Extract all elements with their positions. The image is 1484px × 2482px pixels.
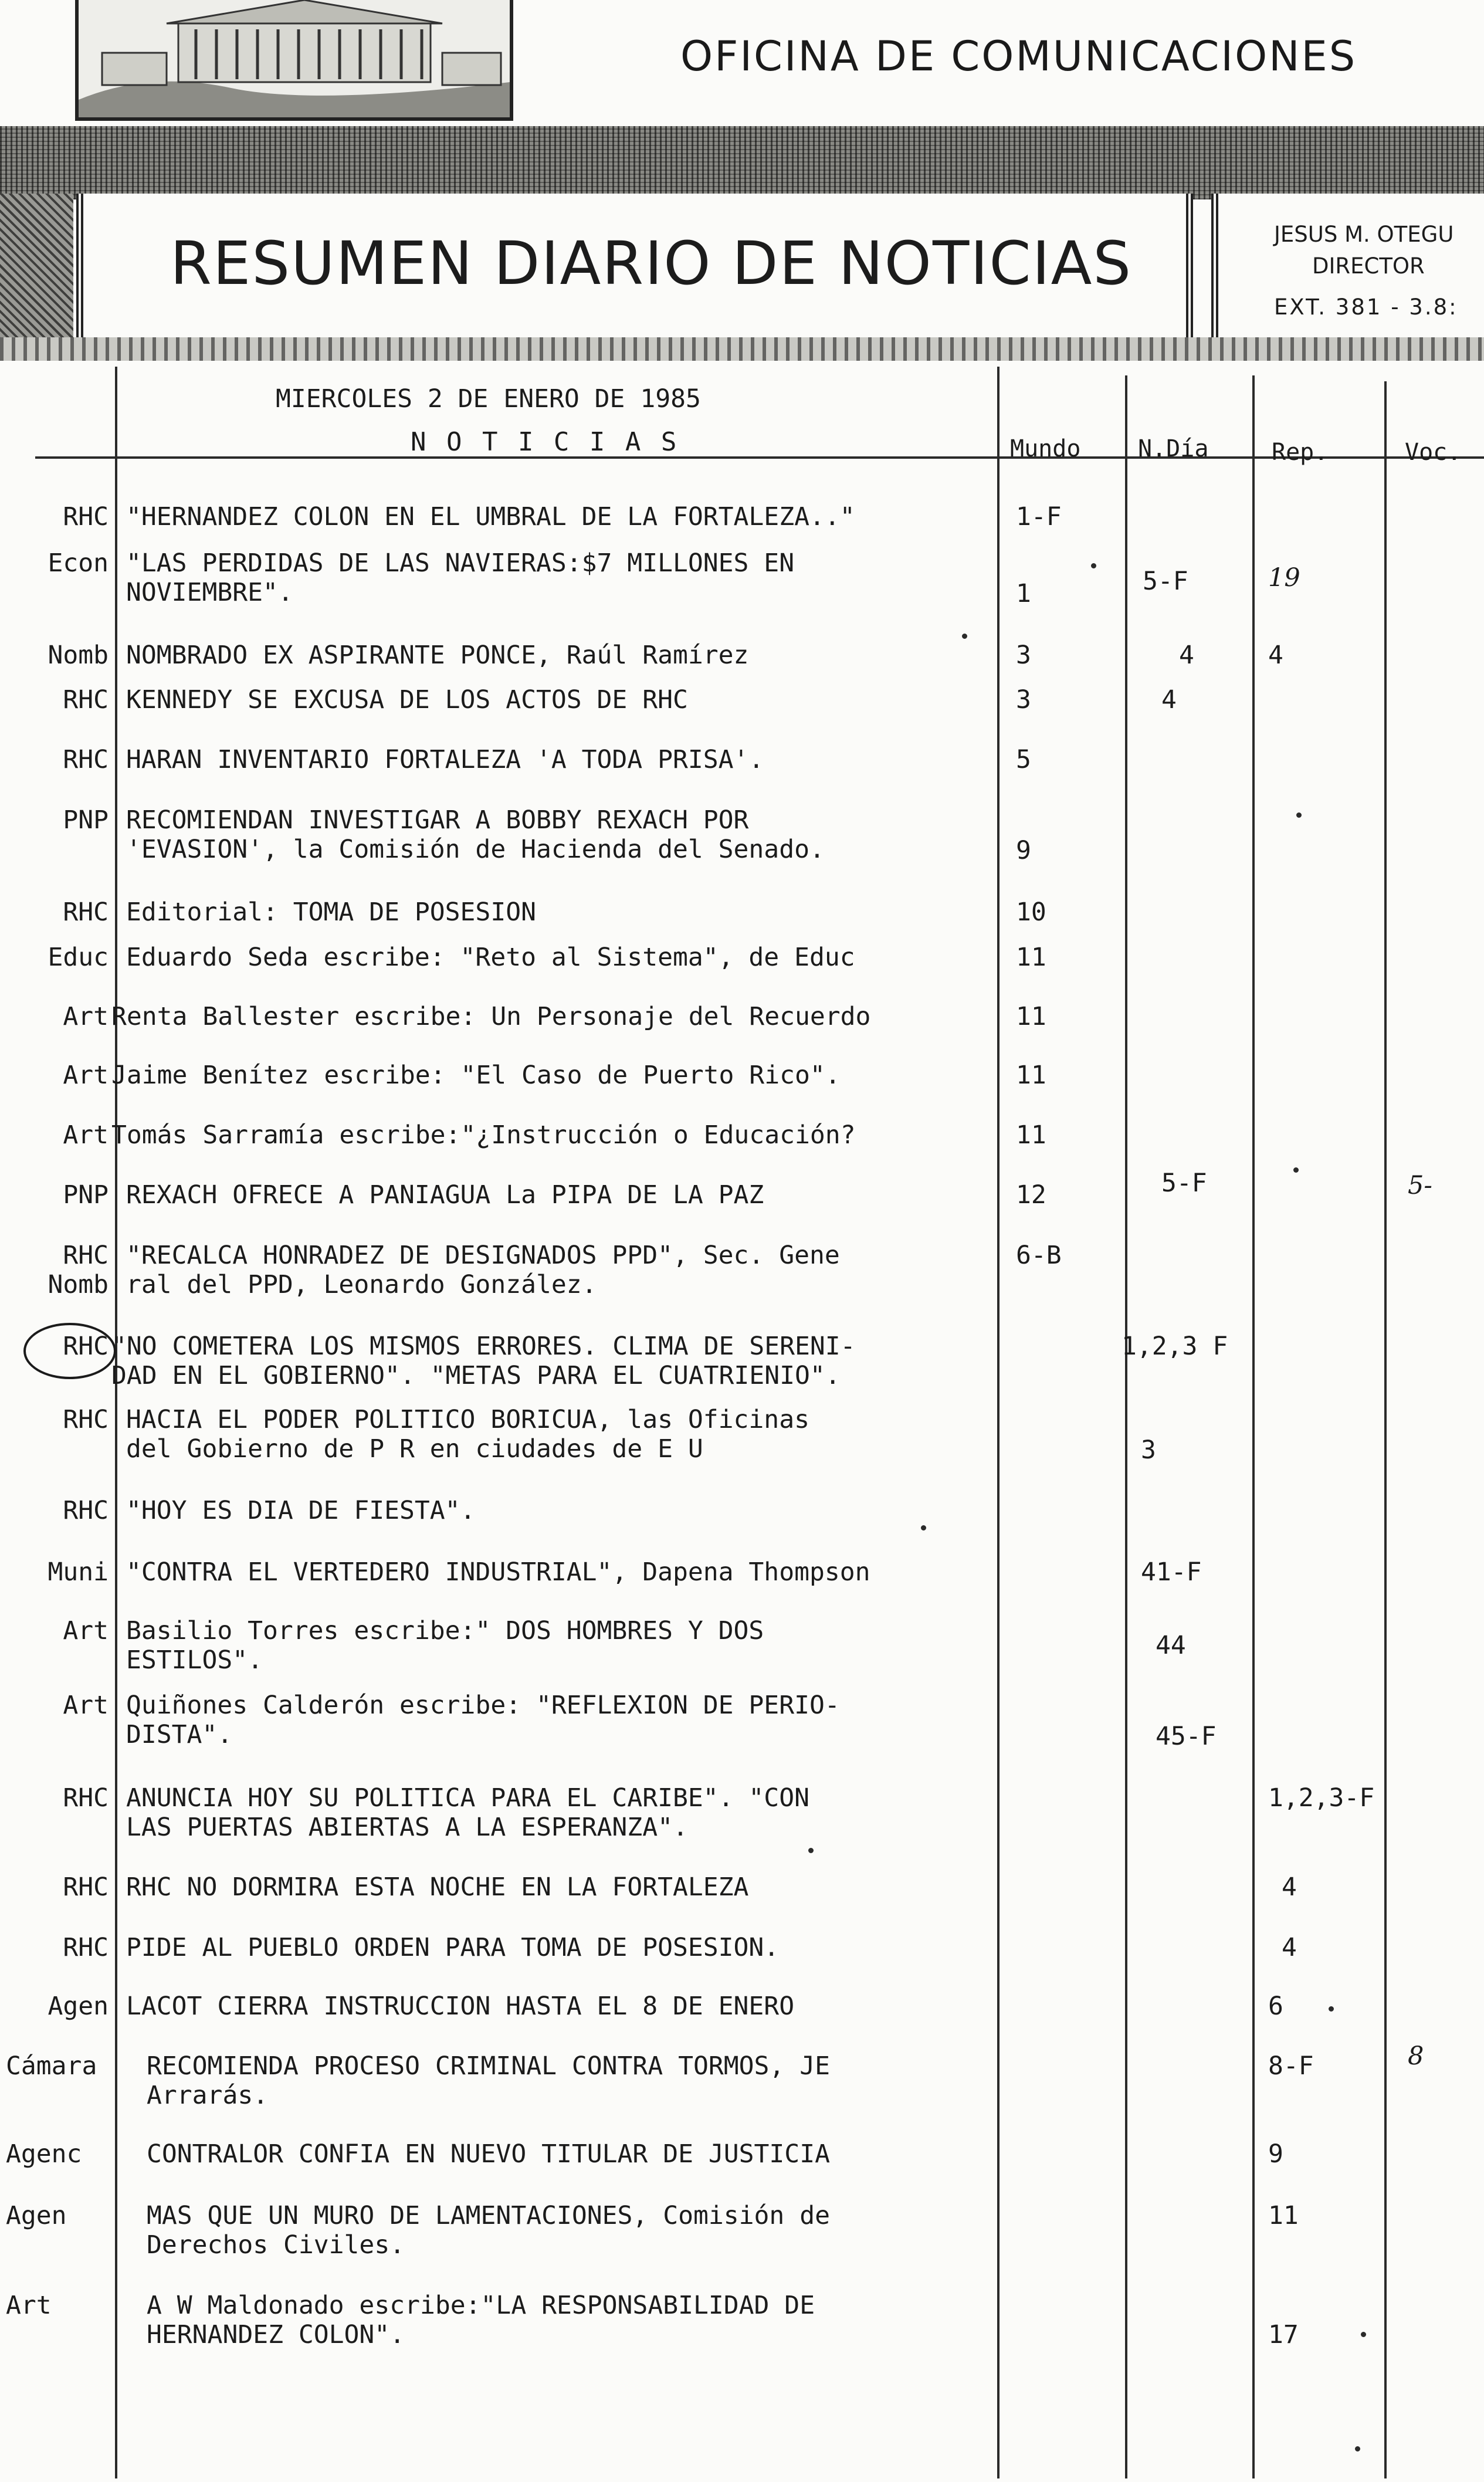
header-texture-left	[0, 194, 73, 340]
row-mundo: 5	[1016, 745, 1031, 774]
row-code: Art	[63, 1061, 109, 1090]
row-headline: MAS QUE UN MURO DE LAMENTACIONES, Comisión de Derechos Civiles.	[147, 2201, 830, 2260]
row-code: RHC Nomb	[48, 1241, 109, 1299]
row-headline: PIDE AL PUEBLO ORDEN PARA TOMA DE POSESION.	[126, 1933, 780, 1962]
row-code: RHC	[63, 685, 109, 715]
letterhead-building-image	[75, 0, 513, 121]
row-mundo: 11	[1016, 1120, 1046, 1150]
row-headline: RHC NO DORMIRA ESTA NOCHE EN LA FORTALEZA	[126, 1872, 749, 1902]
row-code: Muni	[48, 1557, 109, 1587]
row-mundo: 9	[1016, 836, 1031, 865]
scan-speck	[921, 1525, 926, 1530]
row-code: RHC	[63, 502, 109, 531]
row-headline: Eduardo Seda escribe: "Reto al Sistema", de Educ	[126, 943, 855, 972]
row-ndia: 41-F	[1141, 1557, 1202, 1587]
row-headline: Editorial: TOMA DE POSESION	[126, 898, 536, 927]
page-title: RESUMEN DIARIO DE NOTICIAS	[170, 229, 1133, 299]
date-heading: MIERCOLES 2 DE ENERO DE 1985	[276, 384, 701, 414]
row-headline: HACIA EL PODER POLITICO BORICUA, las Oficinas del Gobierno de P R en ciudades de E U	[126, 1405, 809, 1464]
row-mundo: 1	[1016, 579, 1031, 608]
row-ndia: 4	[1161, 685, 1177, 715]
row-code: Nomb	[48, 641, 109, 670]
scan-speck	[808, 1848, 814, 1853]
row-mundo: 11	[1016, 943, 1046, 972]
row-mundo: 11	[1016, 1061, 1046, 1090]
header-texture-bottom	[0, 337, 1484, 361]
column-header-ndia: N.Día	[1138, 435, 1209, 462]
director-box	[1211, 194, 1484, 337]
scan-speck	[962, 634, 967, 639]
row-mundo: 12	[1016, 1180, 1046, 1210]
row-code: Agen	[6, 2201, 67, 2230]
column-divider-rep	[1252, 375, 1255, 2478]
row-code: Econ	[48, 548, 109, 578]
row-ndia: 1,2,3 F	[1122, 1332, 1228, 1361]
row-rep: 17	[1268, 2320, 1299, 2349]
row-headline: RECOMIENDA PROCESO CRIMINAL CONTRA TORMOS, JE Arrarás.	[147, 2051, 830, 2110]
row-headline: "HOY ES DIA DE FIESTA".	[126, 1496, 476, 1525]
column-header-rep: Rep.	[1272, 439, 1329, 466]
row-headline: A W Maldonado escribe:"LA RESPONSABILIDAD DE HERNANDEZ COLON".	[147, 2291, 815, 2349]
row-ndia: 3	[1141, 1435, 1156, 1465]
row-code: Art	[63, 1691, 109, 1720]
row-code: Agen	[48, 1992, 109, 2021]
row-code: RHC	[63, 1496, 109, 1525]
scan-speck	[1091, 563, 1096, 568]
row-rep: 4	[1282, 1872, 1297, 1902]
row-headline: Basilio Torres escribe:" DOS HOMBRES Y DOS ESTILOS".	[126, 1616, 764, 1675]
row-code: RHC	[63, 1872, 109, 1902]
director-title: DIRECTOR	[1312, 253, 1425, 279]
row-mundo: 6-B	[1016, 1241, 1062, 1270]
row-ndia: 5-F	[1161, 1169, 1207, 1198]
row-headline: Jaime Benítez escribe: "El Caso de Puerto Rico".	[111, 1061, 841, 1090]
row-headline: ANUNCIA HOY SU POLITICA PARA EL CARIBE". "CON LAS PUERTAS ABIERTAS A LA ESPERANZA".	[126, 1783, 809, 1842]
scan-speck	[1329, 2006, 1334, 2012]
row-code: RHC	[63, 1783, 109, 1813]
row-code: RHC	[63, 1332, 109, 1361]
scan-speck	[1355, 2446, 1360, 2451]
row-rep: 9	[1268, 2139, 1283, 2169]
row-code: PNP	[63, 805, 109, 835]
scan-speck	[1293, 1167, 1299, 1173]
row-headline: "RECALCA HONRADEZ DE DESIGNADOS PPD", Sec. Gene ral del PPD, Leonardo González.	[126, 1241, 840, 1299]
row-headline: KENNEDY SE EXCUSA DE LOS ACTOS DE RHC	[126, 685, 688, 715]
row-headline: "CONTRA EL VERTEDERO INDUSTRIAL", Dapena Thompson	[126, 1557, 870, 1587]
scan-speck	[1296, 812, 1302, 818]
row-rep: 1,2,3-F	[1268, 1783, 1375, 1813]
row-headline: Renta Ballester escribe: Un Personaje del Recuerdo	[111, 1002, 871, 1031]
row-voc: 5-	[1408, 1171, 1432, 1200]
header-texture-band	[0, 126, 1484, 199]
scan-speck	[1361, 2332, 1366, 2337]
row-ndia: 44	[1156, 1631, 1186, 1660]
column-header-mundo: Mundo	[1010, 435, 1081, 462]
row-code: Art	[63, 1002, 109, 1031]
row-code: Agenc	[6, 2139, 82, 2169]
row-ndia: 4	[1179, 641, 1194, 670]
row-rep: 8-F	[1268, 2051, 1314, 2081]
noticias-heading: N O T I C I A S	[411, 427, 679, 457]
row-ndia: 5-F	[1143, 567, 1188, 596]
row-mundo: 3	[1016, 685, 1031, 715]
row-code: RHC	[63, 898, 109, 927]
row-mundo: 1-F	[1016, 502, 1062, 531]
capitol-building-icon	[79, 0, 510, 117]
row-code: Art	[63, 1616, 109, 1645]
row-code: Cámara	[6, 2051, 97, 2081]
row-rep: 6	[1268, 1992, 1283, 2021]
row-rep: 4	[1268, 641, 1283, 670]
row-code: RHC	[63, 1405, 109, 1434]
row-headline: "HERNANDEZ COLON EN EL UMBRAL DE LA FORTALEZA.."	[126, 502, 855, 531]
row-headline: Tomás Sarramía escribe:"¿Instrucción o Educación?	[111, 1120, 856, 1150]
row-headline: HARAN INVENTARIO FORTALEZA 'A TODA PRISA'.	[126, 745, 764, 774]
row-rep: 4	[1282, 1933, 1297, 1962]
row-headline: CONTRALOR CONFIA EN NUEVO TITULAR DE JUSTICIA	[147, 2139, 830, 2169]
column-header-voc: Voc.	[1405, 439, 1462, 466]
row-mundo: 11	[1016, 1002, 1046, 1031]
row-code: PNP	[63, 1180, 109, 1210]
header-rule	[35, 456, 1484, 459]
row-code: Educ	[48, 943, 109, 972]
row-code: RHC	[63, 1933, 109, 1962]
row-rep: 11	[1268, 2201, 1299, 2230]
row-code: Art	[6, 2291, 52, 2320]
row-rep: 19	[1268, 563, 1300, 592]
row-headline: "NO COMETERA LOS MISMOS ERRORES. CLIMA DE SERENI- DAD EN EL GOBIERNO". "METAS PARA EL CUATRIENIO".	[111, 1332, 856, 1390]
column-divider-voc	[1384, 381, 1387, 2478]
row-headline: NOMBRADO EX ASPIRANTE PONCE, Raúl Ramírez	[126, 641, 749, 670]
row-headline: RECOMIENDAN INVESTIGAR A BOBBY REXACH POR 'EVASION', la Comisión de Hacienda del Senado.	[126, 805, 825, 864]
row-code: RHC	[63, 745, 109, 774]
row-voc: 8	[1408, 2041, 1424, 2071]
row-code: Art	[63, 1120, 109, 1150]
column-divider-ndia	[1125, 375, 1127, 2478]
row-headline: REXACH OFRECE A PANIAGUA La PIPA DE LA PAZ	[126, 1180, 764, 1210]
row-headline: "LAS PERDIDAS DE LAS NAVIERAS:$7 MILLONES EN NOVIEMBRE".	[126, 548, 795, 607]
row-headline: Quiñones Calderón escribe: "REFLEXION DE PERIO- DISTA".	[126, 1691, 840, 1749]
director-name: JESUS M. OTEGU	[1274, 222, 1454, 247]
office-name: OFICINA DE COMUNICACIONES	[680, 32, 1357, 80]
director-extension: EXT. 381 - 3.8:	[1274, 294, 1458, 320]
row-mundo: 3	[1016, 641, 1031, 670]
row-mundo: 10	[1016, 898, 1046, 927]
row-headline: LACOT CIERRA INSTRUCCION HASTA EL 8 DE ENERO	[126, 1992, 795, 2021]
row-ndia: 45-F	[1156, 1722, 1217, 1751]
